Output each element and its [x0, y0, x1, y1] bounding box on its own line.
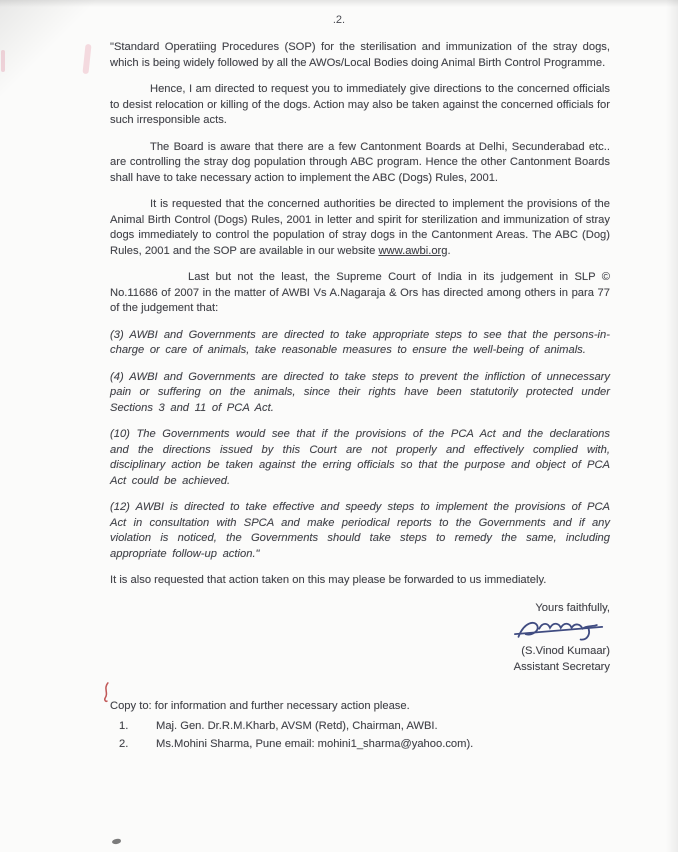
signatory-name: (S.Vinod Kumaar) — [521, 645, 610, 657]
quote-para-4: (4) AWBI and Governments are directed to take steps to prevent the infliction of unnecessary pain or suffering on the animals, since their rights have been statutorily protected under Sections 3 and 11 of PCA Act. — [110, 370, 610, 414]
paragraph-supreme-court: Last but not the least, the Supreme Court of India in its judgement in SLP © No.11686 of 2007 in the matter of AWBI Vs A.Nagaraja & Ors has directed among others in para 77 of the judgement that: — [110, 271, 610, 314]
pink-smudge-artifact — [82, 44, 91, 74]
copy-to-label: Copy to: for information and further necessary action please. — [110, 700, 410, 712]
signatory-title: Assistant Secretary — [513, 660, 610, 673]
paragraph-text: . — [447, 244, 451, 257]
paragraph-sop: "Standard Operatiing Procedures (SOP) for the sterilisation and immunization of the stray dogs, which is being widely followed by all the AWOs/Local Bodies doing Animal Birth Control Programme. — [110, 41, 610, 69]
red-pen-mark — [99, 681, 113, 704]
copy-to-section — [110, 699, 610, 753]
copy-to-item-text: Maj. Gen. Dr.R.M.Kharb, AVSM (Retd), Chairman, AWBI. — [156, 719, 438, 732]
copy-to-item — [110, 719, 610, 735]
page-number: .2. — [332, 14, 346, 26]
paragraph-directions-request: Hence, I am directed to request you to immediately give directions to the concerned officials to desist relocation or killing of the dogs. Action may also be taken against the concerned officials for such irresponsible acts. — [110, 83, 610, 126]
closing-salutation: Yours faithfully, — [535, 601, 610, 614]
paragraph-abc-rules — [110, 197, 610, 259]
copy-to-item-text: Ms.Mohini Sharma, Pune email: mohini1_sharma@yahoo.com). — [156, 738, 474, 750]
closing-block — [110, 601, 610, 676]
copy-to-item-number: 2. — [119, 738, 129, 750]
quote-para-3: (3) AWBI and Governments are directed to take appropriate steps to see that the persons-in-charge or care of animals, take reasonable measures to ensure the well-being of animals. — [110, 328, 610, 356]
copy-to-item-number: 1. — [119, 719, 129, 732]
website-link: www.awbi.org — [378, 244, 448, 257]
dark-speck-artifact — [112, 838, 122, 844]
pink-edge-smudge-artifact — [1, 50, 5, 72]
paragraph-action-forward: It is also requested that action taken on this may please be forwarded to us immediately. — [110, 574, 547, 586]
quote-para-10: (10) The Governments would see that if the provisions of the PCA Act and the declarations and the directions issued by this Court are not properly and effectively complied with, disciplinary action be taken against the erring officials so that the purpose and object of PCA Act could be achieved. — [110, 428, 610, 487]
letter-body — [110, 40, 610, 753]
paragraph-board-aware: The Board is aware that there are a few Cantonment Boards at Delhi, Secunderabad etc.. are controlling the stray dog population through ABC program. Hence the other Cantonment Boards shall have to take necessary action to implement the ABC (Dogs) Rules, 2001. — [110, 140, 610, 184]
quote-para-12: (12) AWBI is directed to take effective and speedy steps to implement the provisions of PCA Act in consultation with SPCA and make periodical reports to the Governments and if any violation is noticed, the Governments should take steps to remedy the same, including appropriate follow-up action." — [110, 501, 610, 560]
judgement-quotes — [110, 328, 610, 563]
paragraph-text: It is requested that the concerned authorities be directed to implement the provisions of the Animal Birth Control (Dogs) Rules, 2001 in letter and spirit for sterilization and immunization of stray dogs immediately to control the population of stray dogs in the Cantonment Areas. The ABC (Dog) Rules, 2001 and the SOP are available in our website — [110, 198, 610, 257]
signature-scribble — [508, 617, 610, 644]
copy-to-item — [110, 737, 610, 753]
